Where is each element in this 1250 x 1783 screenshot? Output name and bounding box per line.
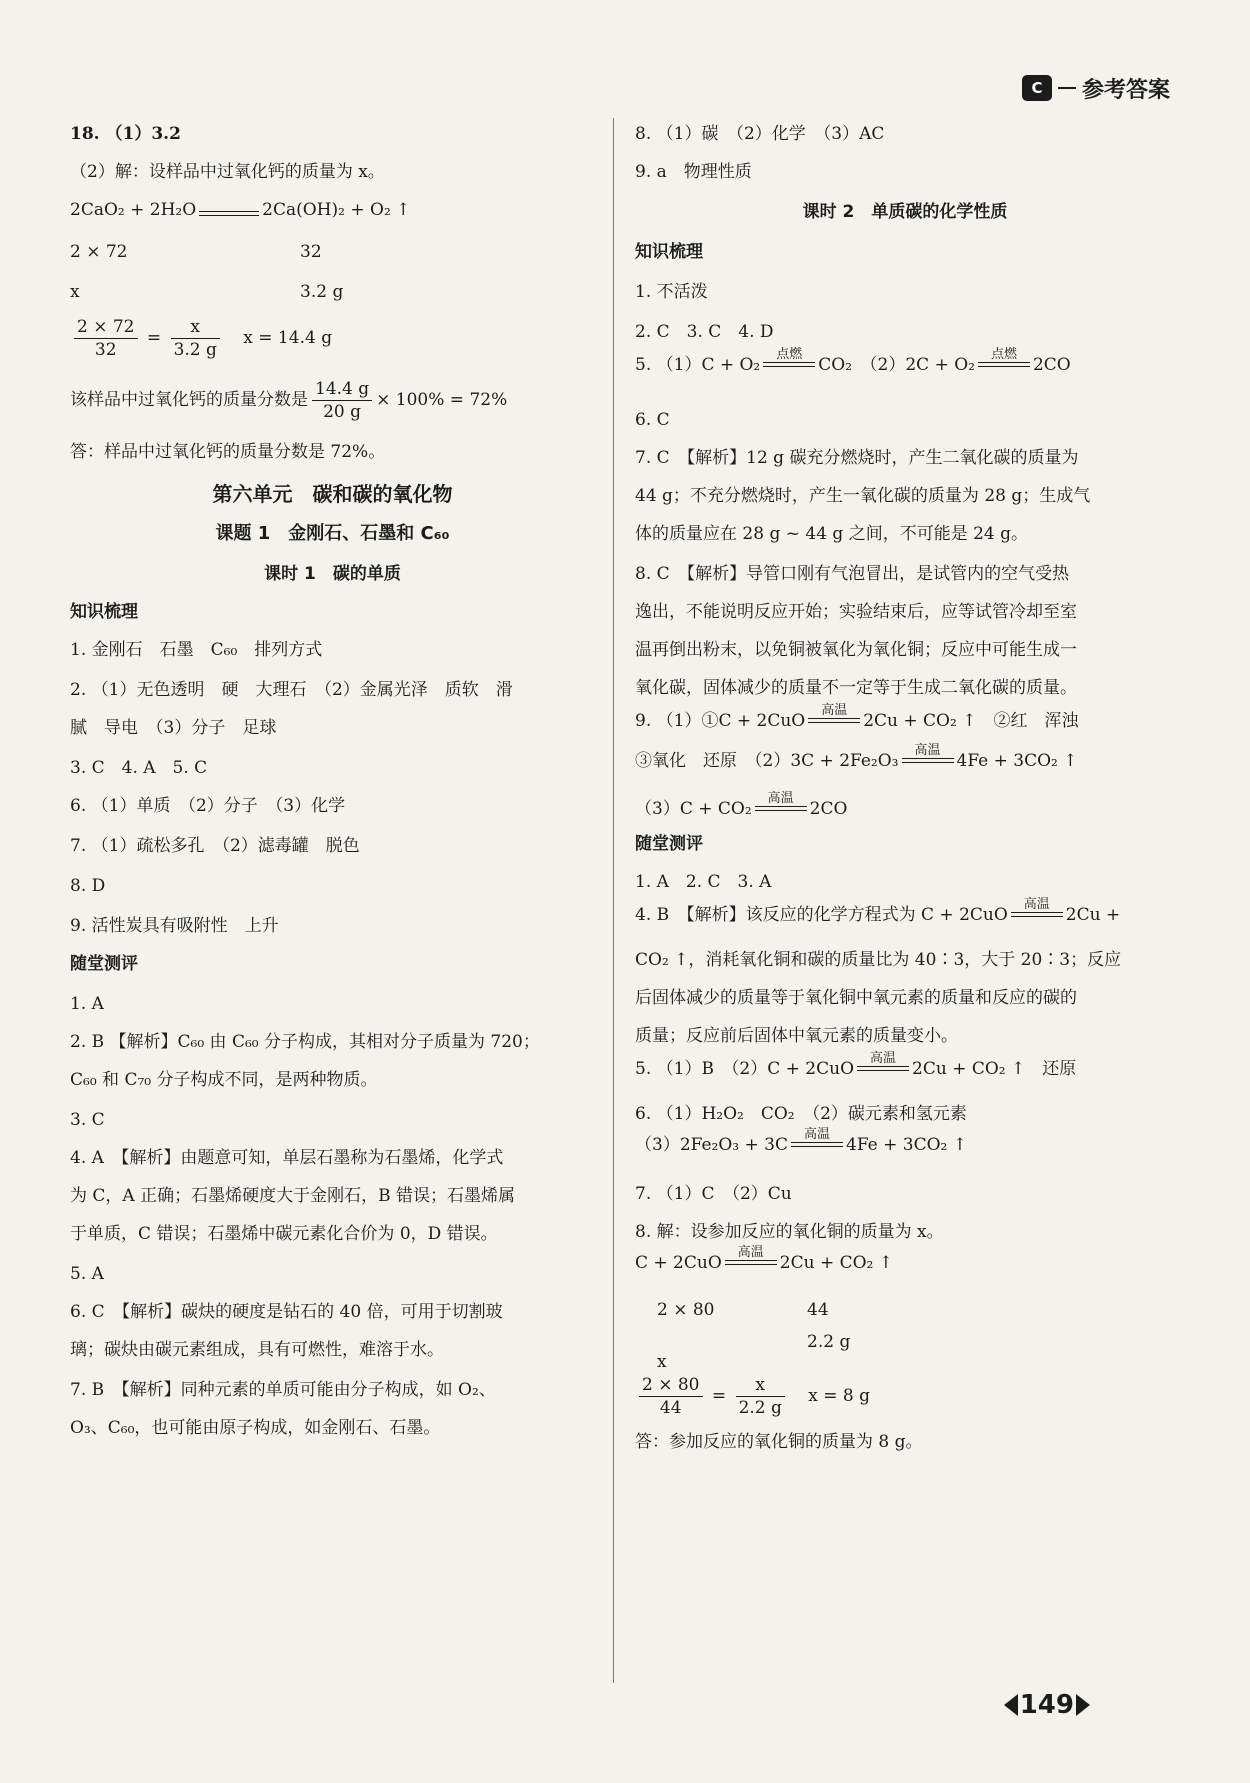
rk9-line3: （3）C + CO₂ 高温 2CO	[635, 791, 848, 819]
rk9-line1: 9. （1）①C + 2CuO 高温 2Cu + CO₂ ↑ ②红 浑浊	[635, 703, 1079, 731]
k1: 1. 金刚石 石墨 C₆₀ 排列方式	[70, 640, 323, 660]
ratio-row1: 2 × 72 32	[70, 242, 322, 262]
rk8-line1: 8. C 【解析】导管口刚有气泡冒出，是试管内的空气受热	[635, 564, 1070, 584]
t6-line1: 6. C 【解析】碳炔的硬度是钻石的 40 倍，可用于切割玻	[70, 1302, 503, 1322]
rt6: 6. （1）H₂O₂ CO₂ （2）碳元素和氢元素	[635, 1104, 967, 1124]
rt4-line1: 4. B 【解析】该反应的化学方程式为 C + 2CuO 高温 2Cu +	[635, 897, 1121, 925]
q18-part1: 18. （1）3.2	[70, 124, 181, 144]
lesson2-title: 课时 2 单质碳的化学性质	[802, 202, 1008, 222]
proportion-equation: $\frac{2 \times 72}{32}$ = $\frac{x}{3.2 g}$ x = 14.4 g	[70, 316, 332, 361]
unit-title: 第六单元 碳和碳的氧化物	[212, 482, 453, 506]
rt5: 5. （1）B （2）C + 2CuO 高温 2Cu + CO₂ ↑ 还原	[635, 1051, 1077, 1079]
k2-line2: 腻 导电 （3）分子 足球	[70, 718, 277, 738]
r9: 9. a 物理性质	[635, 162, 752, 182]
q18-part2: （2）解：设样品中过氧化钙的质量为 x。	[70, 162, 385, 182]
t4-line3: 于单质，C 错误；石墨烯中碳元素化合价为 0，D 错误。	[70, 1224, 498, 1244]
mass-fraction-line: 该样品中过氧化钙的质量分数是 $\frac{14.4 g}{20 g}$ × 100% = 72%	[70, 379, 508, 422]
rk7-line2: 44 g；不充分燃烧时，产生一氧化碳的质量为 28 g；生成气	[635, 486, 1091, 506]
rt4-line3: 后固体减少的质量等于氧化铜中氧元素的质量和反应的碳的	[635, 988, 1077, 1008]
t7-line2: O₃、C₆₀，也可能由原子构成，如金刚石、石墨。	[70, 1418, 441, 1438]
rt6-line3: （3）2Fe₂O₃ + 3C 高温 4Fe + 3CO₂ ↑	[635, 1127, 968, 1155]
rk8-line4: 氧化碳，固体减少的质量不一定等于生成二氧化碳的质量。	[635, 678, 1077, 698]
section-test: 随堂测评	[70, 954, 138, 974]
page-header	[1022, 68, 1170, 108]
ratio-row2: x 3.2 g	[70, 282, 344, 302]
rk7-line1: 7. C 【解析】12 g 碳充分燃烧时，产生二氧化碳的质量为	[635, 448, 1079, 468]
rk8-line2: 逸出，不能说明反应开始；实验结束后，应等试管冷却至室	[635, 602, 1077, 622]
t5: 5. A	[70, 1264, 104, 1284]
section-test-2: 随堂测评	[635, 834, 703, 854]
header-title: 参考答案	[1081, 77, 1170, 103]
left-arrow-icon	[1004, 1694, 1018, 1716]
rk8-line3: 温再倒出粉末，以免铜被氧化为氧化铜；反应中可能生成一	[635, 640, 1077, 660]
rt1: 1. A 2. C 3. A	[635, 872, 772, 892]
r8: 8. （1）碳 （2）化学 （3）AC	[635, 124, 885, 144]
topic-title: 课题 1 金刚石、石墨和 C₆₀	[215, 523, 450, 544]
page-number: 149	[1004, 1690, 1090, 1720]
proportion-equation-r: $\frac{2 \times 80}{44}$ = $\frac{x}{2.2 g}$ x = 8 g	[635, 1374, 870, 1419]
k8: 8. D	[70, 876, 106, 896]
rt4-line4: 质量；反应前后固体中氧元素的质量变小。	[635, 1026, 958, 1046]
t2-line2: C₆₀ 和 C₇₀ 分子构成不同，是两种物质。	[70, 1070, 378, 1090]
ratio-row2-r: x 2.2 g	[657, 1332, 851, 1372]
equation-cuo: C + 2CuO 高温 2Cu + CO₂ ↑	[635, 1245, 894, 1273]
rk9-line2: ③氧化 还原 （2）3C + 2Fe₂O₃ 高温 4Fe + 3CO₂ ↑	[635, 743, 1078, 771]
k6: 6. （1）单质 （2）分子 （3）化学	[70, 796, 346, 816]
t4-line2: 为 C，A 正确；石墨烯硬度大于金刚石，B 错误；石墨烯属	[70, 1186, 515, 1206]
answer-18: 答：样品中过氧化钙的质量分数是 72%。	[70, 442, 386, 462]
logo-icon: C	[1022, 75, 1052, 101]
k7: 7. （1）疏松多孔 （2）滤毒罐 脱色	[70, 836, 360, 856]
rk1: 1. 不活泼	[635, 282, 708, 302]
k9: 9. 活性炭具有吸附性 上升	[70, 916, 279, 936]
section-knowledge-2: 知识梳理	[635, 242, 703, 262]
ratio-row1-r: 2 × 80 44	[657, 1300, 829, 1320]
t6-line2: 璃；碳炔由碳元素组成，具有可燃性，难溶于水。	[70, 1340, 444, 1360]
answer-8: 答：参加反应的氧化铜的质量为 8 g。	[635, 1432, 923, 1452]
section-knowledge: 知识梳理	[70, 602, 138, 622]
k2-line1: 2. （1）无色透明 硬 大理石 （2）金属光泽 质软 滑	[70, 680, 513, 700]
right-arrow-icon	[1076, 1694, 1090, 1716]
header-divider	[1058, 87, 1076, 89]
equation-cao2: 2CaO₂ + 2H₂O 2Ca(OH)₂ + O₂ ↑	[70, 200, 411, 220]
rk7-line3: 体的质量应在 28 g ~ 44 g 之间，不可能是 24 g。	[635, 524, 1029, 544]
t1: 1. A	[70, 994, 104, 1014]
lesson-title: 课时 1 碳的单质	[264, 564, 401, 584]
rt7: 7. （1）C （2）Cu	[635, 1184, 792, 1204]
t2-line1: 2. B 【解析】C₆₀ 由 C₆₀ 分子构成，其相对分子质量为 720；	[70, 1032, 540, 1052]
rk6: 6. C	[635, 410, 670, 430]
k3: 3. C 4. A 5. C	[70, 758, 208, 778]
column-divider	[613, 118, 614, 1683]
rk2: 2. C 3. C 4. D	[635, 322, 774, 342]
rk5: 5. （1）C + O₂ 点燃 CO₂ （2）2C + O₂ 点燃 2CO	[635, 347, 1071, 375]
t7-line1: 7. B 【解析】同种元素的单质可能由分子构成，如 O₂、	[70, 1380, 496, 1400]
rt4-line2: CO₂ ↑，消耗氧化铜和碳的质量比为 40∶3，大于 20∶3；反应	[635, 950, 1122, 970]
rt8: 8. 解：设参加反应的氧化铜的质量为 x。	[635, 1222, 944, 1242]
t4-line1: 4. A 【解析】由题意可知，单层石墨称为石墨烯，化学式	[70, 1148, 504, 1168]
t3: 3. C	[70, 1110, 105, 1130]
